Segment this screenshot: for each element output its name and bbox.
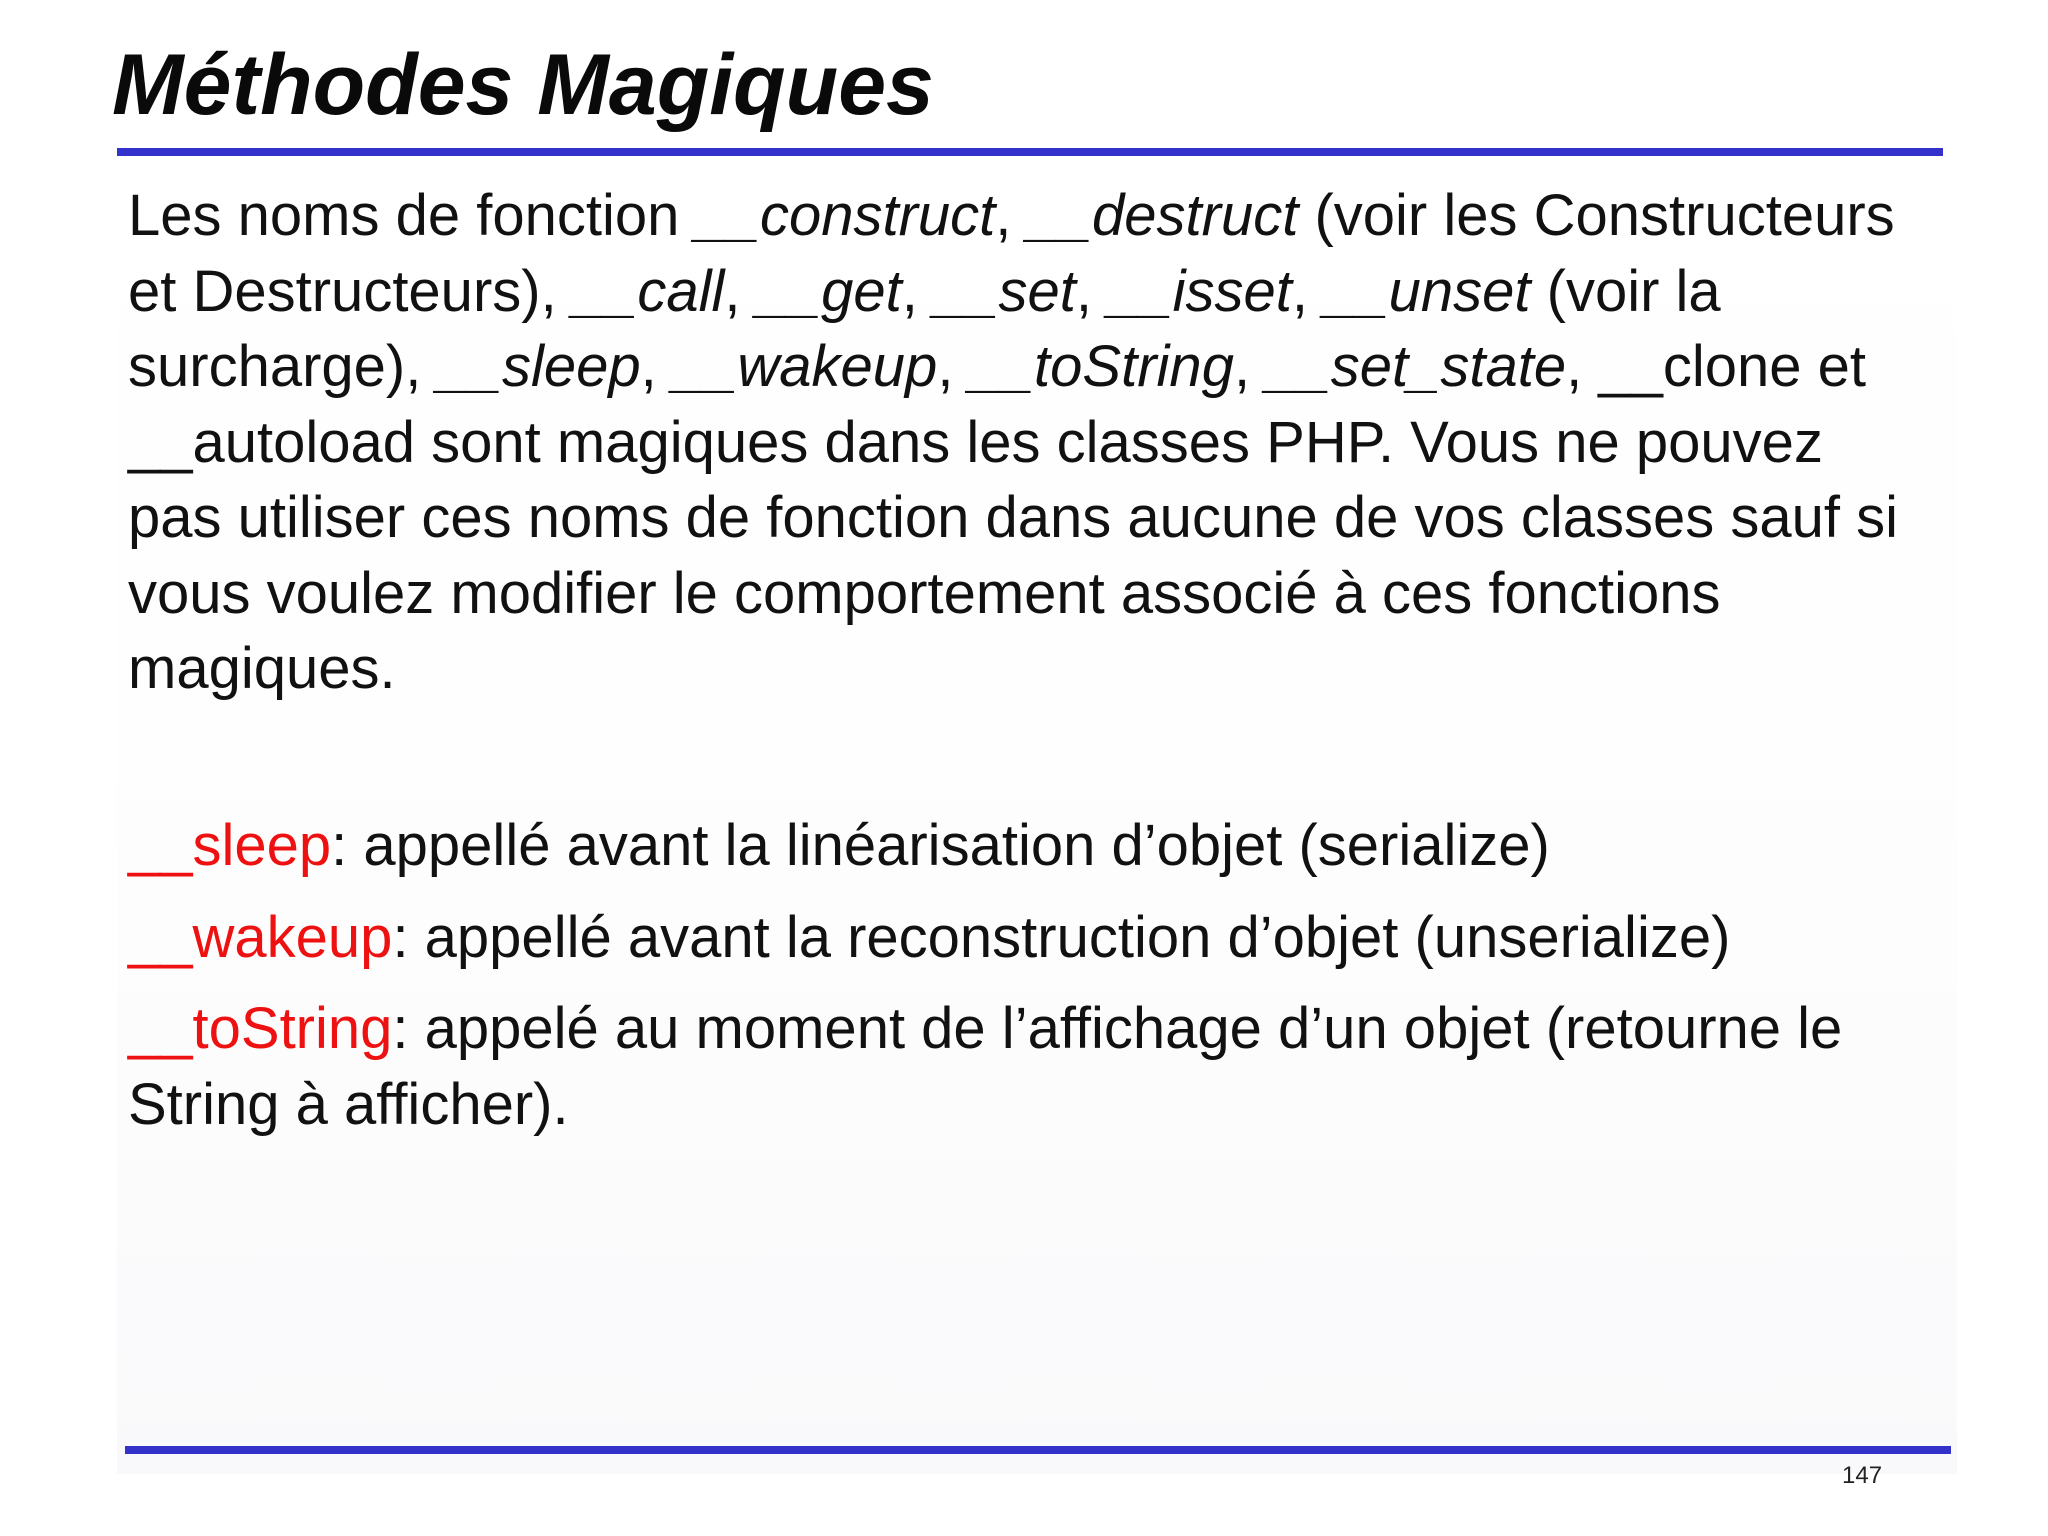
definition-tostring — [128, 991, 1928, 1142]
paragraph-text: (voir les Constructeurs et Destructeurs), — [128, 183, 1895, 324]
paragraph-text: (voir la surcharge), — [128, 258, 1721, 399]
function-name: __wakeup — [672, 334, 938, 399]
function-name: __construct — [695, 183, 996, 248]
definition-wakeup — [128, 900, 1928, 976]
paragraph-text: , — [901, 258, 934, 324]
paragraph-text: , — [1075, 258, 1109, 324]
page-number: 147 — [1842, 1462, 1883, 1489]
paragraph-text: , __clone et __autoload sont magiques dans les classes PHP. Vous ne pouvez pas utiliser ces noms de fonction dans aucune de vos classes sauf si vous voulez modifier le comportement associé à ces fonctions magiques. — [128, 334, 1898, 701]
function-name: __sleep — [437, 334, 641, 399]
definition-key: __toString — [128, 996, 393, 1061]
paragraph-text: , — [995, 183, 1028, 248]
paragraph-text: Les noms de fonction — [128, 183, 696, 248]
function-name: __call — [572, 258, 725, 324]
definition-list — [128, 808, 1928, 1158]
definition-key: __wakeup — [128, 904, 393, 970]
function-name: __set — [933, 258, 1076, 324]
paragraph-text: , — [1291, 258, 1325, 324]
paragraph-text: , — [1233, 334, 1267, 399]
paragraph-text: , — [937, 334, 970, 399]
slide-title: Méthodes Magiques — [112, 37, 934, 133]
definition-key: __sleep — [128, 813, 332, 878]
function-name: __toString — [969, 334, 1234, 399]
footer-divider — [125, 1446, 1951, 1454]
function-name: __isset — [1108, 258, 1292, 324]
function-name: __unset — [1324, 258, 1531, 324]
function-name: __get — [756, 258, 902, 324]
definition-text: : appelé au moment de l’affichage d’un objet (retourne le String à afficher). — [128, 996, 1843, 1137]
definition-sleep — [128, 808, 1928, 884]
paragraph-text: , — [724, 258, 757, 324]
function-name: __set_state — [1266, 334, 1567, 399]
intro-paragraph — [128, 178, 1918, 707]
definition-text: : appellé avant la reconstruction d’objet (unserialize) — [392, 904, 1731, 970]
paragraph-text: , — [640, 334, 673, 399]
title-divider — [117, 148, 1943, 156]
function-name: __destruct — [1027, 183, 1299, 248]
definition-text: : appellé avant la linéarisation d’objet (serialize) — [331, 813, 1550, 878]
